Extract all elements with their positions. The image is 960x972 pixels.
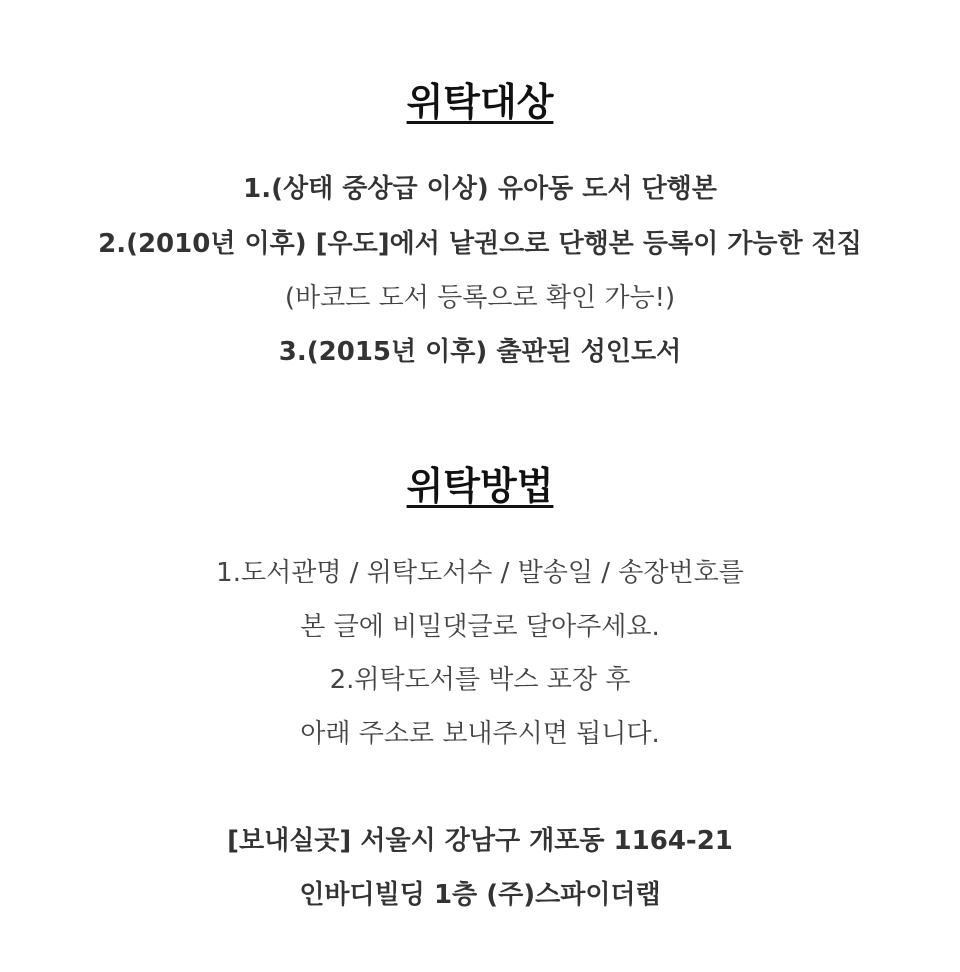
section-title-consignment-method bbox=[0, 462, 960, 510]
method-step-1: 1.도서관명 / 위탁도서수 / 발송일 / 송장번호를 bbox=[216, 558, 744, 588]
method-step-2-cont: 아래 주소로 보내주시면 됩니다. bbox=[300, 719, 660, 749]
target-item-3: 3.(2015년 이후) 출판된 성인도서 bbox=[278, 337, 682, 367]
method-step-1-cont: 본 글에 비밀댓글로 달아주세요. bbox=[300, 612, 660, 642]
target-item-1: 1.(상태 중상급 이상) 유아동 도서 단행본 bbox=[243, 174, 717, 204]
shipping-address-line-1: [보내실곳] 서울시 강남구 개포동 1164-21 bbox=[227, 826, 733, 856]
section-title-text: 위탁방법 bbox=[406, 464, 554, 508]
shipping-address-line-2: 인바디빌딩 1층 (주)스파이더랩 bbox=[299, 880, 661, 910]
target-item-2-note: (바코드 도서 등록으로 확인 가능!) bbox=[284, 283, 676, 313]
target-item-2: 2.(2010년 이후) [우도]에서 낱권으로 단행본 등록이 가능한 전집 bbox=[98, 229, 862, 259]
section-title-text: 위탁대상 bbox=[406, 80, 554, 124]
section-title-consignment-target bbox=[0, 78, 960, 126]
method-step-2: 2.위탁도서를 박스 포장 후 bbox=[329, 665, 631, 695]
